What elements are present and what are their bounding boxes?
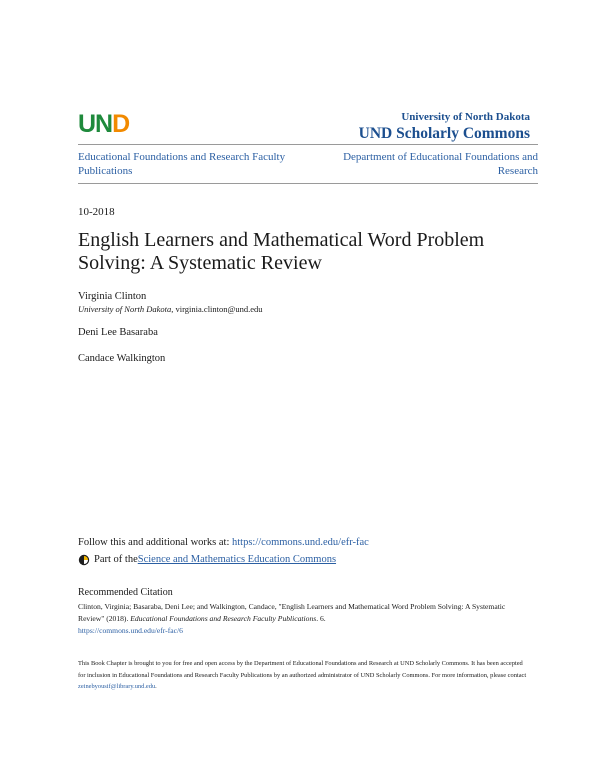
und-logo: [78, 112, 129, 137]
citation-suffix: . 6.: [316, 614, 326, 623]
collection-link-left[interactable]: Educational Foundations and Research Faculty Publications: [78, 151, 286, 177]
part-of-line: [78, 553, 336, 567]
contact-email-link[interactable]: zeinebyousif@library.und.edu: [78, 683, 156, 690]
citation-journal: Educational Foundations and Research Faculty Publications: [130, 614, 317, 623]
author-email: , virginia.clinton@und.edu: [171, 304, 263, 314]
author-name: Virginia Clinton: [78, 291, 147, 302]
collections-divider: [78, 183, 538, 184]
collection-link-right[interactable]: Department of Educational Foundations and Research: [343, 151, 538, 177]
document-title: English Learners and Mathematical Word Problem Solving: A Systematic Review: [78, 229, 485, 274]
citation-text: [78, 601, 528, 637]
author-name: Deni Lee Basaraba: [78, 327, 158, 338]
follow-prefix: Follow this and additional works at:: [78, 537, 232, 548]
notice-end: .: [155, 683, 157, 690]
citation-heading: Recommended Citation: [78, 587, 173, 598]
university-name: University of North Dakota: [401, 111, 530, 123]
author-name: Candace Walkington: [78, 353, 166, 364]
citation-main: Clinton, Virginia; Basaraba, Deni Lee; and Walkington, Candace, "English Learners and Mathematical Word Problem Solving: A Systematic Review" (2018).: [78, 602, 506, 623]
repository-name: UND Scholarly Commons: [358, 125, 530, 142]
logo-text-main: UN: [78, 110, 113, 138]
affiliation-name: University of North Dakota: [78, 304, 172, 314]
header-divider: [78, 144, 538, 145]
publication-date: 10-2018: [78, 206, 115, 218]
discipline-commons-link[interactable]: Science and Mathematics Education Commons: [137, 554, 337, 565]
access-notice: [78, 658, 528, 693]
commons-network-icon: [78, 554, 90, 566]
logo-text-accent: D: [112, 110, 130, 138]
author-affiliation: [78, 304, 263, 315]
partof-prefix: Part of the: [94, 554, 138, 565]
notice-text: This Book Chapter is brought to you for free and open access by the Department of Educational Foundations and Research at UND Scholarly Commons. It has been accepted for inclusion in Educational Foundations and Research Faculty Publications by an authorized administrator of UND Scholarly Commons. For more information, please contact: [78, 660, 527, 679]
collection-url-link[interactable]: https://commons.und.edu/efr-fac: [232, 537, 369, 548]
follow-line: [78, 536, 369, 549]
citation-url-link[interactable]: https://commons.und.edu/efr-fac/6: [78, 626, 183, 635]
institution-header: [359, 110, 530, 143]
